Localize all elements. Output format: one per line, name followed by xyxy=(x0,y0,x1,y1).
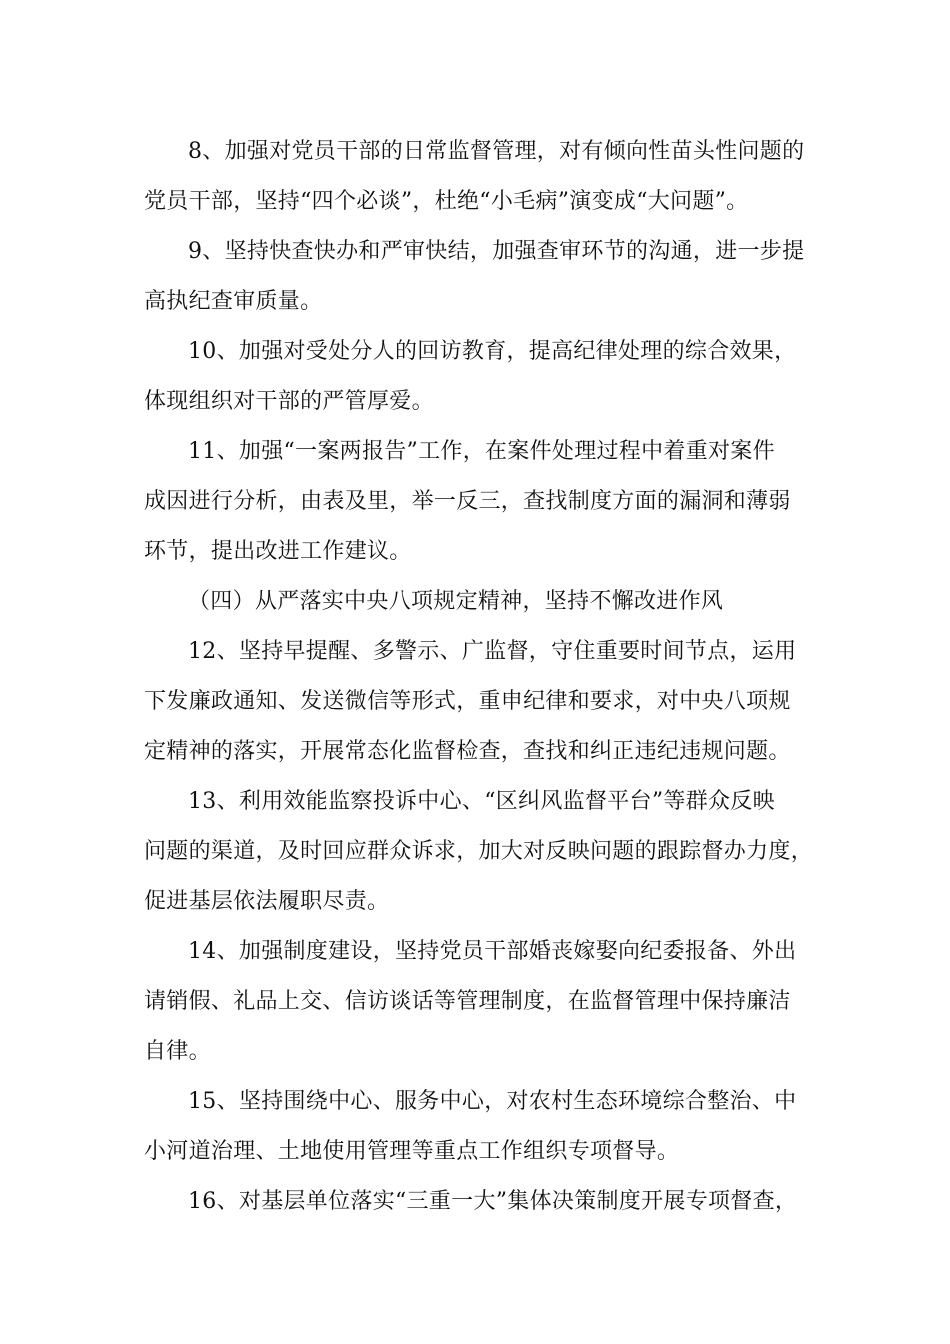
paragraph-16-line-1: 16、对基层单位落实“三重一大”集体决策制度开展专项督查， xyxy=(188,1189,798,1214)
paragraph-14-line-3: 自律。 xyxy=(144,1039,211,1064)
paragraph-13-line-2: 问题的渠道，及时回应群众诉求，加大对反映问题的跟踪督办力度， xyxy=(144,839,814,864)
paragraph-8-line-1: 8、加强对党员干部的日常监督管理，对有倾向性苗头性问题的 xyxy=(188,139,805,164)
paragraph-11-line-3: 环节，提出改进工作建议。 xyxy=(144,539,412,564)
section-heading-4: （四）从严落实中央八项规定精神，坚持不懈改进作风 xyxy=(188,589,724,614)
paragraph-10-line-2: 体现组织对干部的严管厚爱。 xyxy=(144,389,434,414)
paragraph-11-line-2: 成因进行分析，由表及里，举一反三，查找制度方面的漏洞和薄弱 xyxy=(144,489,791,514)
paragraph-13-line-1: 13、利用效能监察投诉中心、“区纠风监督平台”等群众反映 xyxy=(188,789,775,814)
paragraph-8-line-2: 党员干部，坚持“四个必谈”，杜绝“小毛病”演变成“大问题”。 xyxy=(144,189,749,214)
paragraph-11-line-1: 11、加强“一案两报告”工作，在案件处理过程中着重对案件 xyxy=(188,439,775,464)
paragraph-14-line-2: 请销假、礼品上交、信访谈话等管理制度，在监督管理中保持廉洁 xyxy=(144,989,791,1014)
paragraph-9-line-2: 高执纪查审质量。 xyxy=(144,289,323,314)
paragraph-12-line-2: 下发廉政通知、发送微信等形式，重申纪律和要求，对中央八项规 xyxy=(144,689,791,714)
paragraph-10-line-1: 10、加强对受处分人的回访教育，提高纪律处理的综合效果， xyxy=(188,339,797,364)
paragraph-15-line-2: 小河道治理、土地使用管理等重点工作组织专项督导。 xyxy=(144,1139,680,1164)
paragraph-13-line-3: 促进基层依法履职尽责。 xyxy=(144,889,390,914)
paragraph-9-line-1: 9、坚持快查快办和严审快结，加强查审环节的沟通，进一步提 xyxy=(188,239,805,264)
paragraph-14-line-1: 14、加强制度建设，坚持党员干部婚丧嫁娶向纪委报备、外出 xyxy=(188,939,797,964)
paragraph-12-line-3: 定精神的落实，开展常态化监督检查，查找和纠正违纪违规问题。 xyxy=(144,739,791,764)
paragraph-15-line-1: 15、坚持围绕中心、服务中心，对农村生态环境综合整治、中 xyxy=(188,1089,797,1114)
paragraph-12-line-1: 12、坚持早提醒、多警示、广监督，守住重要时间节点，运用 xyxy=(188,639,797,664)
